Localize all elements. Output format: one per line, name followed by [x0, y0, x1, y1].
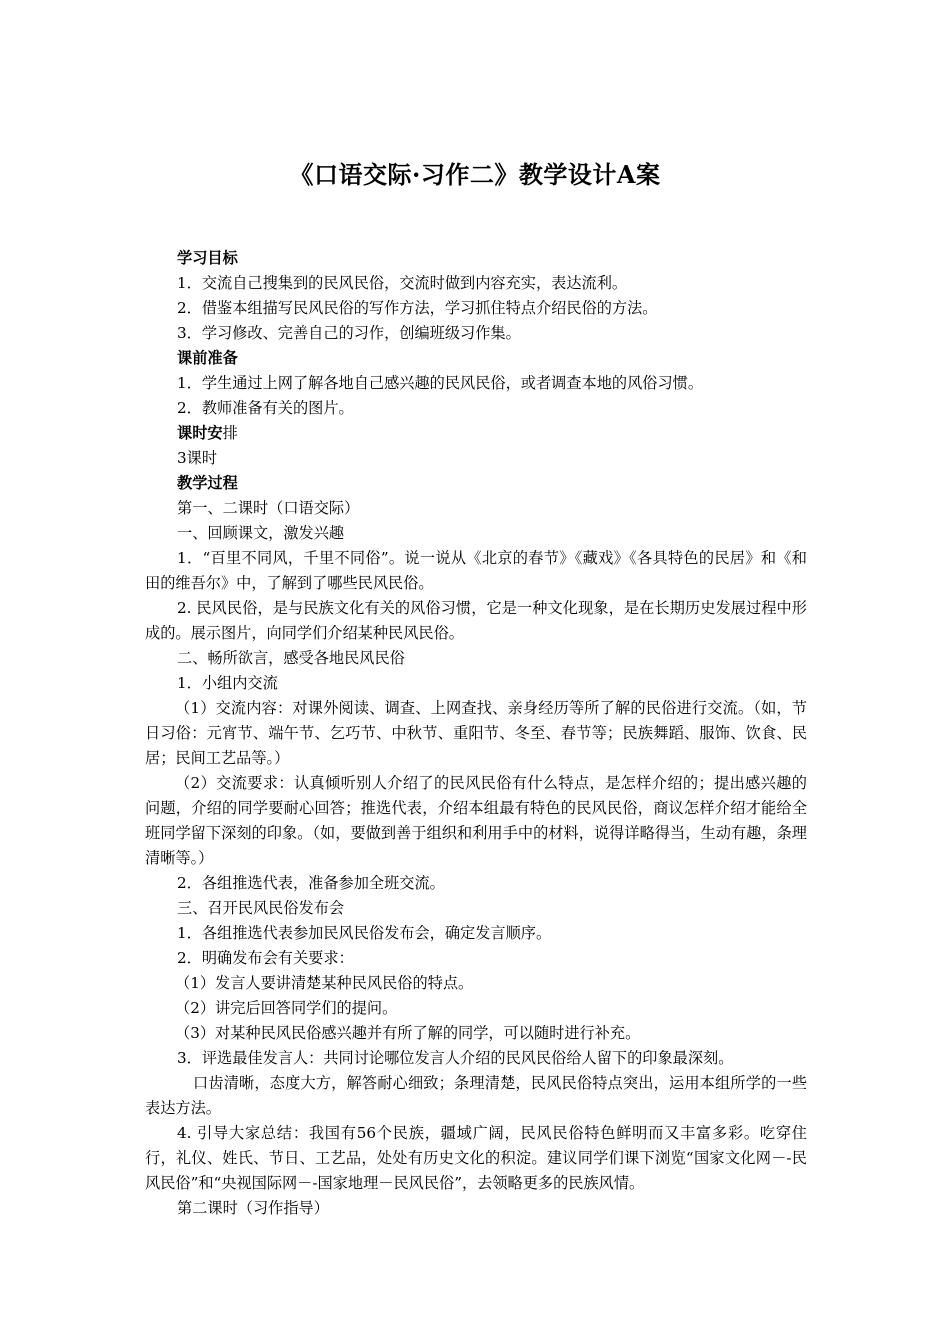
heading-preparation: 课前准备 — [177, 349, 238, 367]
goal-item: 1．交流自己搜集到的民风民俗，交流时做到内容充实，表达流利。 — [177, 274, 628, 292]
goal-item: 3．学习修改、完善自己的习作，创编班级习作集。 — [177, 324, 521, 342]
heading-schedule-light: 排 — [222, 424, 238, 442]
subheading: 2．各组推选代表，准备参加全班交流。 — [177, 874, 445, 892]
step-item: 2．明确发布会有关要求： — [177, 949, 354, 967]
goal-item: 2．借鉴本组描写民风民俗的写作方法，学习抓住特点介绍民俗的方法。 — [177, 299, 658, 317]
paragraph: （1）交流内容：对课外阅读、调查、上网查找、亲身经历等所了解的民俗进行交流。（如，节日习俗：元宵节、端午节、乞巧节、中秋节、重阳节、冬至、春节等；民族舞蹈、服饰、饮食、民居；民间工艺品等。） — [145, 699, 807, 767]
paragraph: 1．“百里不同风，千里不同俗”。说一说从《北京的春节》《藏戏》《各具特色的民居》和《和田的维吾尔》中，了解到了哪些民风民俗。 — [145, 549, 807, 592]
paragraph: （2）交流要求：认真倾听别人介绍了的民风民俗有什么特点，是怎样介绍的；提出感兴趣的问题，介绍的同学要耐心回答；推选代表，介绍本组最有特色的民风民俗，商议怎样介绍才能给全班同学留下深刻的印象。（如，要做到善于组织和利用手中的材料，说得详略得当，生动有趣，条理清晰等。） — [145, 774, 807, 867]
document-body — [145, 246, 807, 1221]
requirement-item: （2）讲完后回答同学们的提问。 — [175, 999, 398, 1017]
heading-schedule-bold: 课时安 — [177, 424, 223, 442]
step-item: 1．各组推选代表参加民风民俗发布会，确定发言顺序。 — [177, 924, 552, 942]
heading-learning-goals: 学习目标 — [177, 249, 238, 267]
part-1-title: 一、回顾课文，激发兴趣 — [177, 524, 345, 542]
lesson-2-title: 第二课时（习作指导） — [177, 1199, 329, 1217]
prep-item: 1．学生通过上网了解各地自己感兴趣的民风民俗，或者调查本地的风俗习惯。 — [177, 374, 704, 392]
heading-schedule — [145, 421, 807, 446]
requirement-item: （1）发言人要讲清楚某种民风民俗的特点。 — [175, 974, 474, 992]
paragraph: 2. 民风民俗，是与民族文化有关的风俗习惯，它是一种文化现象，是在长期历史发展过程中形成的。展示图片，向同学们介绍某种民风民俗。 — [145, 599, 807, 642]
lesson-1-title: 第一、二课时（口语交际） — [177, 499, 360, 517]
part-2-title: 二、畅所欲言，感受各地民风民俗 — [177, 649, 405, 667]
subheading: 1．小组内交流 — [177, 674, 278, 692]
document-title: 《口语交际·习作二》教学设计A案 — [289, 160, 661, 189]
requirement-item: （3）对某种民风民俗感兴趣并有所了解的同学，可以随时进行补充。 — [175, 1024, 641, 1042]
paragraph: 4. 引导大家总结：我国有56个民族，疆域广阔，民风民俗特色鲜明而又丰富多彩。吃穿住行，礼仪、姓氏、节日、工艺品，处处有历史文化的积淀。建议同学们课下浏览“国家文化网－-民风民俗”和“央视国际网－-国家地理－民风民俗”，去领略更多的民族风情。 — [145, 1124, 807, 1192]
prep-item: 2．教师准备有关的图片。 — [177, 399, 354, 417]
schedule-value: 3课时 — [177, 449, 218, 467]
part-3-title: 三、召开民风民俗发布会 — [177, 899, 345, 917]
paragraph: 口齿清晰，态度大方，解答耐心细致；条理清楚，民风民俗特点突出，运用本组所学的一些表达方法。 — [145, 1074, 807, 1117]
step-item: 3．评选最佳发言人：共同讨论哪位发言人介绍的民风民俗给人留下的印象最深刻。 — [177, 1049, 734, 1067]
heading-process: 教学过程 — [177, 474, 238, 492]
